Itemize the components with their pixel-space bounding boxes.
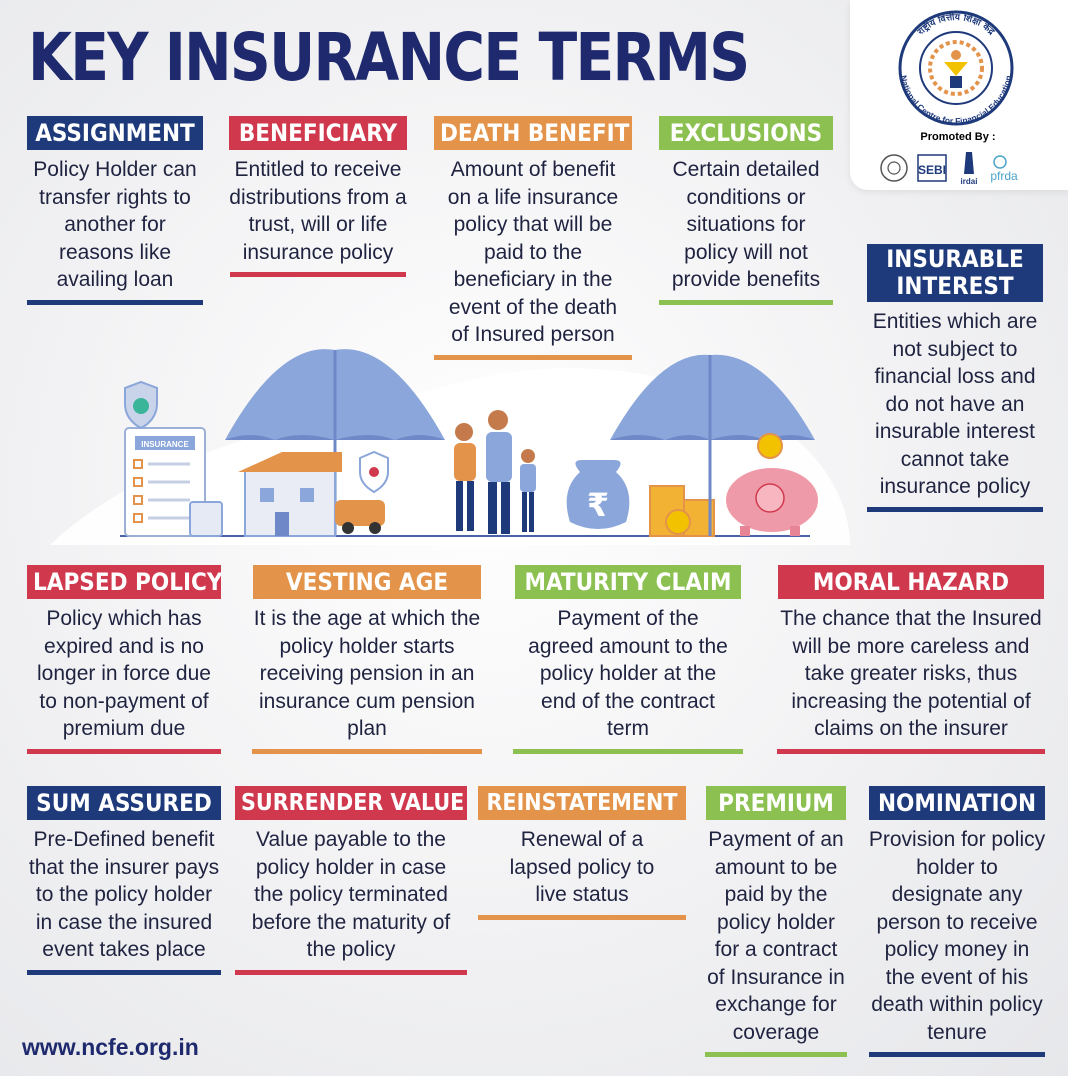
website-link[interactable]: www.ncfe.org.in: [22, 1034, 199, 1060]
insurance-illustration: [50, 340, 850, 550]
term-definition: Renewal of a lapsed policy to live status: [509, 828, 655, 906]
underline-bar: [777, 749, 1045, 754]
pfrda-logo-icon: [990, 156, 1018, 183]
irdai-label: irdai: [960, 177, 978, 186]
underline-bar: [478, 915, 686, 920]
term-title: VESTING AGE: [253, 565, 481, 599]
logo-card: [850, 0, 1068, 190]
sebi-logo-icon: [918, 155, 946, 181]
underline-bar: [659, 300, 833, 305]
underline-bar: [869, 1052, 1045, 1057]
term-definition: Entities which are not subject to financial loss and do not have an insurable interest cannot take insurance policy: [872, 310, 1038, 498]
term-definition: Provision for policy holder to designate any person to receive policy money in the event of his death within policy tenure: [868, 828, 1046, 1044]
term-definition: Value payable to the policy holder in case the policy terminated before the maturity of the policy: [251, 828, 451, 961]
underline-bar: [252, 749, 482, 754]
ncfe-ring-english: National Centre for Financial Education: [898, 74, 1014, 127]
term-nomination: [868, 786, 1046, 1057]
term-title: PREMIUM: [706, 786, 846, 820]
term-insurable-interest: [866, 244, 1044, 512]
term-title: SURRENDER VALUE: [235, 786, 467, 820]
term-premium: [704, 786, 848, 1057]
term-definition: Pre-Defined benefit that the insurer pays to the policy holder in case the insured event takes place: [28, 828, 220, 961]
rbi-seal-icon: [881, 155, 907, 181]
shield-check-icon: [125, 382, 157, 428]
term-title: MATURITY CLAIM: [515, 565, 741, 599]
term-title: ASSIGNMENT: [27, 116, 203, 150]
underline-bar: [513, 749, 743, 754]
sebi-label: SEBI: [917, 163, 947, 177]
page-title: KEY INSURANCE TERMS: [28, 19, 749, 96]
term-title: INSURABLE INTEREST: [867, 244, 1043, 302]
term-definition: It is the age at which the policy holder starts receiving pension in an insurance cum pension plan: [253, 607, 481, 740]
term-reinstatement: [476, 786, 688, 920]
term-definition: The chance that the Insured will be more careless and take greater risks, thus increasing the potential of claims on the insurer: [780, 607, 1042, 740]
term-moral-hazard: [770, 565, 1052, 754]
term-definition: Certain detailed conditions or situations for policy will not provide benefits: [671, 158, 821, 291]
ncfe-logo: [850, 0, 1068, 190]
term-definition: Policy which has expired and is no longer in force due to non-payment of premium due: [37, 607, 211, 740]
term-definition: Entitled to receive distributions from a trust, will or life insurance policy: [229, 158, 407, 264]
underline-bar: [27, 300, 203, 305]
term-sum-assured: [26, 786, 222, 975]
document-label: INSURANCE: [141, 440, 189, 449]
term-surrender-value: [234, 786, 468, 975]
rupee-symbol: ₹: [586, 486, 610, 524]
term-title: NOMINATION: [869, 786, 1045, 820]
term-title: SUM ASSURED: [27, 786, 221, 820]
calculator-icon: [190, 502, 222, 536]
underline-bar: [867, 507, 1043, 512]
term-exclusions: [658, 116, 834, 305]
underline-bar: [27, 749, 221, 754]
ncfe-ring-hindi: राष्ट्रीय वित्तीय शिक्षा केंद्र: [916, 12, 996, 38]
term-vesting-age: [250, 565, 484, 754]
underline-bar: [235, 970, 467, 975]
pfrda-label: pfrda: [990, 169, 1018, 183]
term-beneficiary: [228, 116, 408, 277]
underline-bar: [705, 1052, 847, 1057]
term-title: MORAL HAZARD: [778, 565, 1044, 599]
term-title: EXCLUSIONS: [659, 116, 833, 150]
term-title: DEATH BENEFIT: [434, 116, 632, 150]
term-title: REINSTATEMENT: [478, 786, 686, 820]
term-title: BENEFICIARY: [229, 116, 407, 150]
ncfe-emblem-icon: [930, 42, 982, 94]
term-definition: Policy Holder can transfer rights to another for reasons like availing loan: [33, 158, 197, 291]
term-definition: Amount of benefit on a life insurance policy that will be paid to the beneficiary in the event of the death of Insured person: [447, 158, 619, 346]
term-maturity-claim: [512, 565, 744, 754]
irdai-logo-icon: [961, 152, 978, 186]
term-death-benefit: [432, 116, 634, 360]
term-assignment: [26, 116, 204, 305]
term-definition: Payment of an amount to be paid by the policy holder for a contract of Insurance in exchange for coverage: [707, 828, 845, 1044]
promoted-by-label: Promoted By :: [920, 131, 996, 143]
term-definition: Payment of the agreed amount to the policy holder at the end of the contract term: [528, 607, 728, 740]
term-lapsed-policy: [26, 565, 222, 754]
term-title: LAPSED POLICY: [27, 565, 221, 599]
underline-bar: [230, 272, 406, 277]
svg-text:राष्ट्रीय वित्तीय शिक्षा केंद्: [915, 11, 996, 38]
underline-bar: [27, 970, 221, 975]
